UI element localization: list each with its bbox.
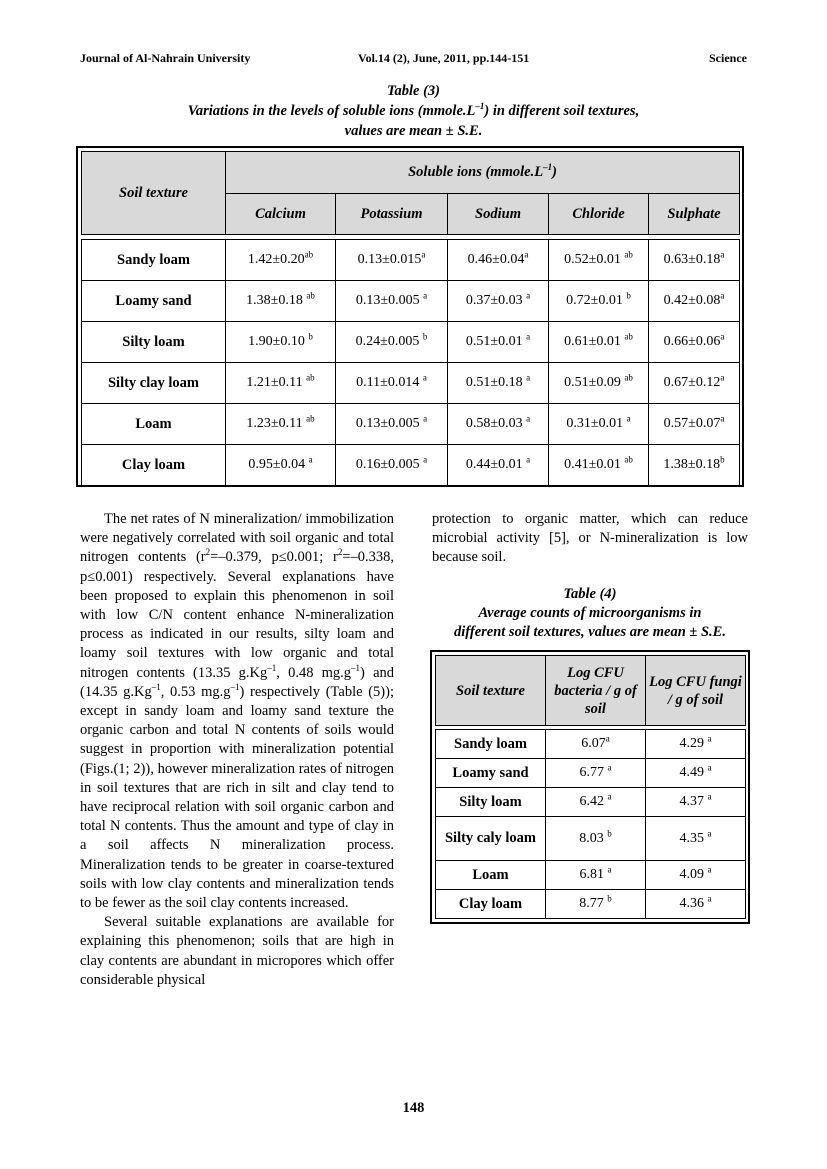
- table-cell: 0.52±0.01 $^{ab}$: [549, 240, 649, 281]
- page-number: 148: [402, 1100, 425, 1116]
- table-cell: 0.37±0.03 $^a$: [448, 281, 549, 322]
- table-cell: 6.42 $^a$: [546, 788, 646, 817]
- table3-corner-header: Soil texture: [82, 152, 226, 235]
- table-row: [82, 240, 740, 281]
- table4-frame: [430, 650, 750, 924]
- row-label: Loamy sand: [436, 759, 546, 788]
- col-header-potassium: Potassium: [336, 194, 448, 235]
- table-cell: 4.09 $^a$: [646, 861, 746, 890]
- table-cell: 4.37 $^a$: [646, 788, 746, 817]
- table-cell: 4.29 $^a$: [646, 730, 746, 759]
- row-label: Loam: [436, 861, 546, 890]
- table-cell: 0.63±0.18$^a$: [649, 240, 740, 281]
- col-header-sodium: Sodium: [448, 194, 549, 235]
- right-column-text: [432, 510, 748, 568]
- body-paragraph-1: The net rates of N mineralization/ immobilization were negatively correlated with soil organic and total nitrogen contents ($r^2=-0.379$, p≤0.001; $r^2=-0.338$, p≤0.001) respectively. Several explanations have been proposed to explain this phenomenon in soil with low C/N content enhance N-mineralization process as indicated in our results, silty loam and loamy soil textures with low organic and total nitrogen contents (13.35 $g.Kg^{-1}$, 0.48 $mg.g^{-1}$) and (14.35 $g.Kg^{-1}$, 0.53 $mg.g^{-1}$) respectively (Table (5)); except in sandy loam and loamy sand texture the organic carbon and total N contents of soils would suggest in proportion with mineralization potential (Figs.(1; 2)), however mineralization rates of nitrogen in soil textures that are rich in silt and clay tend to have reciprocal relation with soil organic carbon and total N contents. Thus the amount and type of clay in a soil affects N mineralization process. Mineralization tends to be greater in coarse-textured soils with low clay contents and mineralization tends to be fewer as the soil clay contents increased.: [80, 511, 394, 912]
- row-label: Silty loam: [82, 322, 226, 363]
- table-cell: 0.42±0.08$^a$: [649, 281, 740, 322]
- section-name: Science: [709, 51, 747, 65]
- body-paragraph-3: protection to organic matter, which can reduce microbial activity [5], or N-mineralization is low because soil.: [432, 511, 748, 566]
- table-cell: 1.42±0.20$^{ab}$: [226, 240, 336, 281]
- table-cell: 0.61±0.01 $^{ab}$: [549, 322, 649, 363]
- table-cell: 0.16±0.005 $^a$: [336, 445, 448, 486]
- table-cell: 1.38±0.18 $^{ab}$: [226, 281, 336, 322]
- row-label: Silty loam: [436, 788, 546, 817]
- table3-subtitle: values are mean ± S.E.: [344, 123, 483, 139]
- table-cell: 0.13±0.005 $^a$: [336, 404, 448, 445]
- table-row: [436, 730, 746, 759]
- table-cell: 0.51±0.09 $^{ab}$: [549, 363, 649, 404]
- table-row: [82, 363, 740, 404]
- table-cell: 4.35 $^a$: [646, 817, 746, 861]
- table-cell: 0.67±0.12$^a$: [649, 363, 740, 404]
- soluble-ions-table: [81, 151, 740, 486]
- table-cell: 0.72±0.01 $^b$: [549, 281, 649, 322]
- table-row: [436, 890, 746, 919]
- table4-label: Table (4): [563, 586, 617, 602]
- table4-subtitle: different soil textures, values are mean ± S.E.: [454, 624, 726, 640]
- table-cell: 0.95±0.04 $^a$: [226, 445, 336, 486]
- t4-col-header-texture: Soil texture: [436, 656, 546, 726]
- table-cell: 6.07$^a$: [546, 730, 646, 759]
- table-cell: 0.13±0.015$^a$: [336, 240, 448, 281]
- table3-group-header: Soluble ions $(mmole.L^{-1})$: [226, 152, 740, 194]
- volume-info: Vol.14 (2), June, 2011, pp.144-151: [358, 51, 530, 65]
- table4-caption: [430, 585, 750, 642]
- table-cell: 4.49 $^a$: [646, 759, 746, 788]
- table3-label: Table (3): [386, 83, 441, 99]
- table-cell: 1.38±0.18$^b$: [649, 445, 740, 486]
- table-cell: 6.77 $^a$: [546, 759, 646, 788]
- row-label: Silty caly loam: [436, 817, 546, 861]
- row-label: Loam: [82, 404, 226, 445]
- table3-frame: [76, 146, 744, 487]
- table-cell: 0.46±0.04$^a$: [448, 240, 549, 281]
- table4-title: Average counts of microorganisms in: [478, 605, 702, 621]
- table-cell: 0.24±0.005 $^b$: [336, 322, 448, 363]
- t4-col-header-fungi: Log CFU fungi / g of soil: [646, 656, 746, 726]
- table-cell: 0.66±0.06$^a$: [649, 322, 740, 363]
- col-header-sulphate: Sulphate: [649, 194, 740, 235]
- col-header-calcium: Calcium: [226, 194, 336, 235]
- table-cell: 0.51±0.18 $^a$: [448, 363, 549, 404]
- table-row: [82, 281, 740, 322]
- table-cell: 8.03 $^b$: [546, 817, 646, 861]
- table-cell: 8.77 $^b$: [546, 890, 646, 919]
- table-row: [436, 788, 746, 817]
- table-row: [436, 759, 746, 788]
- table-row: [436, 861, 746, 890]
- table-cell: 0.41±0.01 $^{ab}$: [549, 445, 649, 486]
- t4-col-header-bacteria: Log CFU bacteria / g of soil: [546, 656, 646, 726]
- row-label: Loamy sand: [82, 281, 226, 322]
- table-row: [82, 322, 740, 363]
- table-cell: 0.57±0.07$^a$: [649, 404, 740, 445]
- table-cell: 4.36 $^a$: [646, 890, 746, 919]
- row-label: Silty clay loam: [82, 363, 226, 404]
- body-paragraph-2: Several suitable explanations are available for explaining this phenomenon; soils that are high in clay contents are abundant in micropores which offer considerable physical: [80, 914, 394, 988]
- journal-name: Journal of Al-Nahrain University: [80, 51, 251, 65]
- table-cell: 0.58±0.03 $^a$: [448, 404, 549, 445]
- table-cell: 0.44±0.01 $^a$: [448, 445, 549, 486]
- table-row: [436, 817, 746, 861]
- table-row: [82, 445, 740, 486]
- table3-caption: [80, 81, 747, 141]
- table-cell: 0.31±0.01 $^a$: [549, 404, 649, 445]
- running-header: [80, 51, 747, 67]
- table-row: [82, 404, 740, 445]
- table3-title: Variations in the levels of soluble ions $(mmole.L^{-1})$ in different soil textures,: [187, 101, 640, 119]
- row-label: Sandy loam: [436, 730, 546, 759]
- row-label: Clay loam: [436, 890, 546, 919]
- row-label: Sandy loam: [82, 240, 226, 281]
- table-cell: 1.23±0.11 $^{ab}$: [226, 404, 336, 445]
- table-cell: 0.51±0.01 $^a$: [448, 322, 549, 363]
- table-cell: 0.13±0.005 $^a$: [336, 281, 448, 322]
- left-column-text: [80, 510, 394, 990]
- table-cell: 1.21±0.11 $^{ab}$: [226, 363, 336, 404]
- table-cell: 6.81 $^a$: [546, 861, 646, 890]
- table-cell: 1.90±0.10 $^b$: [226, 322, 336, 363]
- col-header-chloride: Chloride: [549, 194, 649, 235]
- microorganisms-table: [435, 655, 746, 919]
- row-label: Clay loam: [82, 445, 226, 486]
- table-cell: 0.11±0.014 $^a$: [336, 363, 448, 404]
